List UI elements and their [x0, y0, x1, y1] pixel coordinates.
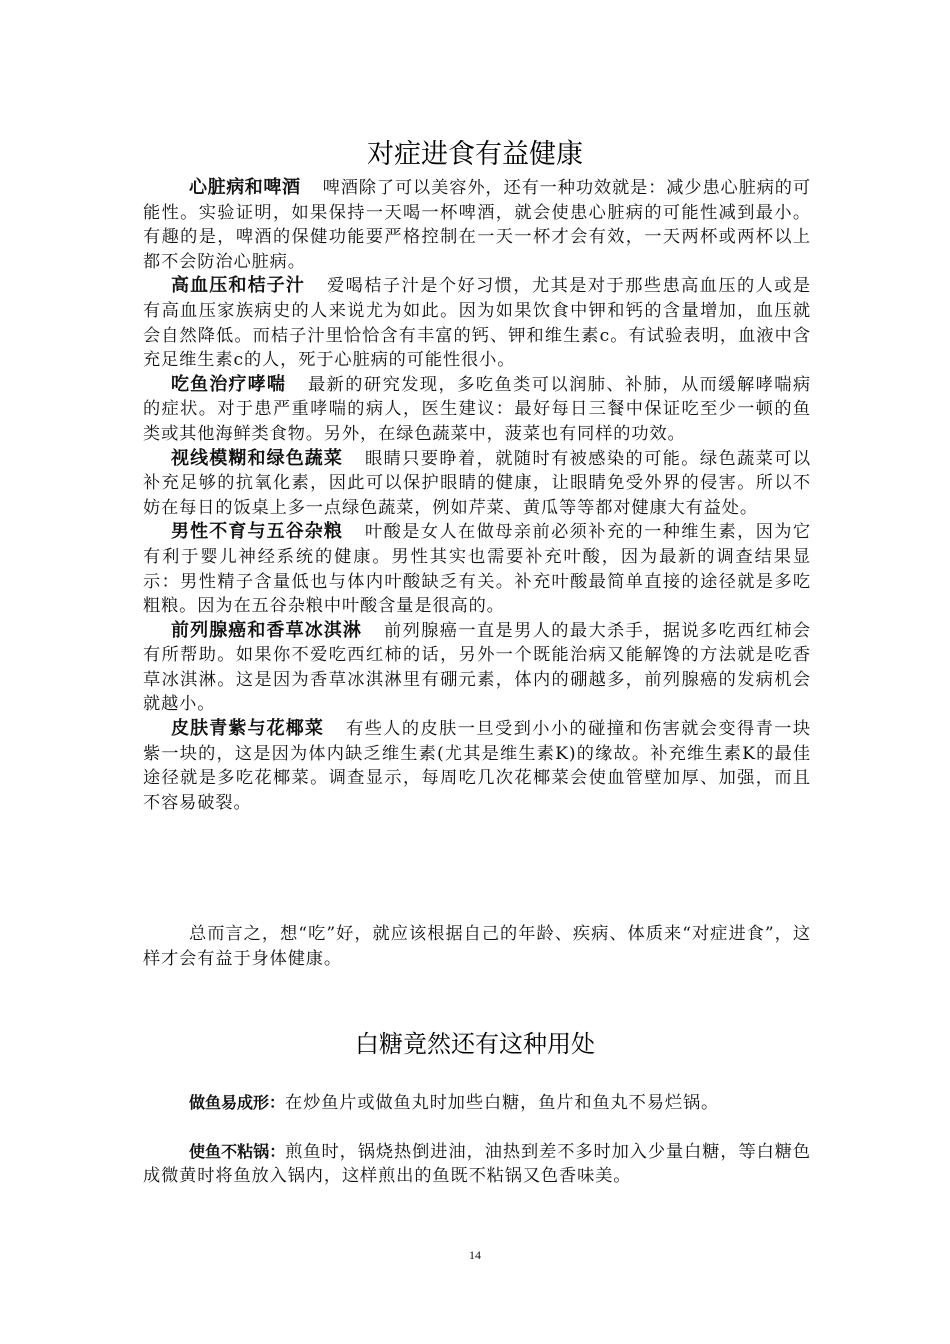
section-hypertension-orange — [143, 274, 811, 372]
tip-text: 煎鱼时，锅烧热倒进油，油热到差不多时加入少量白糖，等白糖色成微黄时将鱼放入锅内，这样煎出的鱼既不粘锅又色香味美。 — [143, 1141, 811, 1187]
section-heading: 前列腺癌和香草冰淇淋 — [171, 619, 362, 641]
section-heading: 男性不育与五谷杂粮 — [171, 521, 344, 543]
page-number: 14 — [469, 1248, 481, 1262]
conclusion-paragraph: 总而言之，想“吃”好，就应该根据自己的年龄、疾病、体质来“对症进食”，这样才会有益于身体健康。 — [143, 924, 811, 969]
tip-fish-shape — [143, 1091, 811, 1116]
article-title-sugar: 白糖竟然还有这种用处 — [355, 1030, 595, 1058]
article-body-health — [143, 176, 811, 815]
section-prostate-icecream — [143, 619, 811, 717]
tip-heading: 使鱼不粘锅： — [189, 1141, 286, 1161]
section-heading: 心脏病和啤酒 — [189, 177, 301, 198]
section-vision-greens — [143, 447, 811, 521]
section-text: 眼睛只要睁着，就随时有被感染的可能。绿色蔬菜可以补充足够的抗氧化素，因此可以保护眼睛的健康，让眼睛免受外界的侵害。所以不妨在每日的饭桌上多一点绿色蔬菜，例如芹菜、黄瓜等等都对健康大有益处。 — [143, 448, 811, 518]
tip-fish-nonstick — [143, 1140, 811, 1189]
section-text: 爱喝桔子汁是个好习惯，尤其是对于那些患高血压的人或是有高血压家族病史的人来说尤为如此。因为如果饮食中钾和钙的含量增加，血压就会自然降低。而桔子汁里恰恰含有丰富的钙、钾和维生素c。有试验表明，血液中含充足维生素c的人，死于心脏病的可能性很小。 — [143, 276, 811, 371]
tip-heading: 做鱼易成形： — [189, 1093, 286, 1112]
section-text: 有些人的皮肤一旦受到小小的碰撞和伤害就会变得青一块紫一块的，这是因为体内缺乏维生素(尤其是维生素K)的缘故。补充维生素K的最佳途径就是多吃花椰菜。调查显示，每周吃几次花椰菜会使血管壁加厚、加强，而且不容易破裂。 — [143, 719, 811, 813]
section-text: 前列腺癌一直是男人的最大杀手，据说多吃西红柿会有所帮助。如果你不爱吃西红柿的话，另外一个既能治病又能解馋的方法就是吃香草冰淇淋。这是因为香草冰淇淋里有硼元素，体内的硼越多，前列腺癌的发病机会就越小。 — [143, 620, 812, 715]
section-heart-beer — [143, 176, 811, 274]
section-text: 叶酸是女人在做母亲前必须补充的一种维生素，因为它有利于婴儿神经系统的健康。男性其实也需要补充叶酸，因为最新的调查结果显示：男性精子含量低也与体内叶酸缺乏有关。补充叶酸最简单直接的途径就是多吃粗粮。因为在五谷杂粮中叶酸含量是很高的。 — [143, 522, 811, 617]
article-body-sugar — [143, 1091, 811, 1189]
article-conclusion — [143, 922, 811, 971]
article-title-health: 对症进食有益健康 — [367, 139, 583, 170]
section-heading: 视线模糊和绿色蔬菜 — [171, 447, 344, 469]
section-heading: 皮肤青紫与花椰菜 — [171, 718, 325, 740]
section-text: 啤酒除了可以美容外，还有一种功效就是：减少患心脏病的可能性。实验证明，如果保持一天喝一杯啤酒，就会使患心脏病的可能性减到最小。有趣的是，啤酒的保健功能要严格控制在一天一杯才会有效，一天两杯或两杯以上都不会防治心脏病。 — [143, 178, 811, 272]
tip-text: 在炒鱼片或做鱼丸时加些白糖，鱼片和鱼丸不易烂锅。 — [285, 1093, 720, 1113]
section-text: 最新的研究发现，多吃鱼类可以润肺、补肺，从而缓解哮喘病的症状。对于患严重哮喘的病人，医生建议：最好每日三餐中保证吃至少一顿的鱼类或其他海鲜类食物。另外，在绿色蔬菜中，菠菜也有同样的功效。 — [143, 374, 811, 444]
section-heading: 高血压和桔子汁 — [171, 275, 306, 297]
section-fish-asthma — [143, 373, 811, 447]
section-infertility-grains — [143, 520, 811, 618]
section-bruise-cauliflower — [143, 717, 811, 815]
section-heading: 吃鱼治疗哮喘 — [171, 373, 286, 395]
